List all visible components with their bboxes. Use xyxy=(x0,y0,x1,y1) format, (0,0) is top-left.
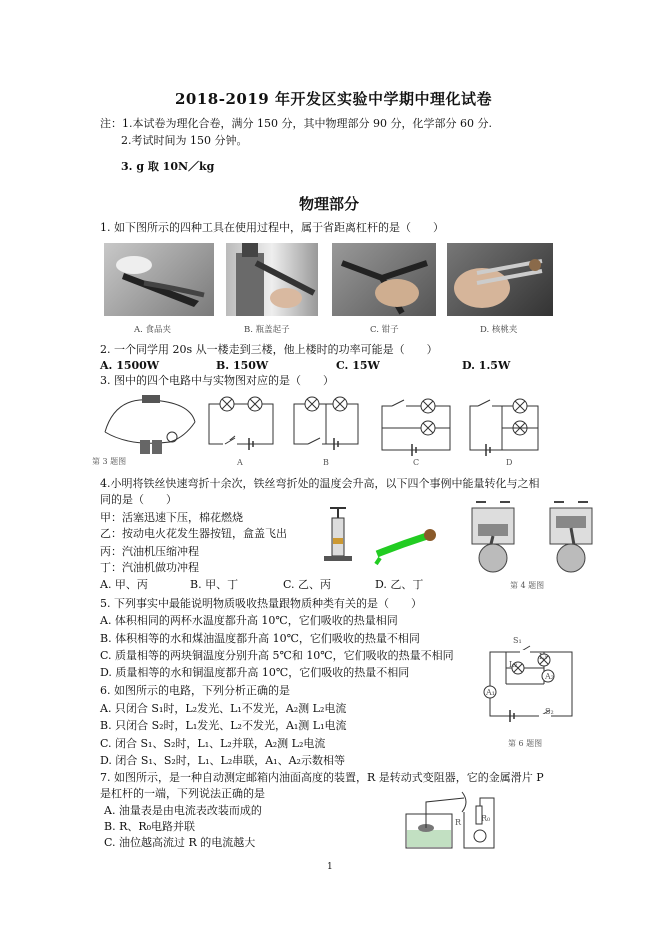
q4-option-c: C. 乙、丙 xyxy=(283,578,332,591)
q3-fig-caption: 第 3 题图 xyxy=(92,457,127,466)
q7-stem-1: 7. 如图所示，是一种自动测定邮箱内油面高度的装置，R 是转动式变阻器，它的金属滑片 P xyxy=(100,771,544,784)
q6-option-d: D. 闭合 S₁、S₂时，L₁、L₂串联，A₁、A₂示数相等 xyxy=(100,754,345,767)
q6-label-a1: A₁ xyxy=(486,688,495,697)
q6-option-b: B. 只闭合 S₂时，L₁发光、L₂不发光，A₁测 L₁电流 xyxy=(100,719,347,732)
q2-option-d: D. 1.5W xyxy=(462,359,511,372)
q6-option-c: C. 闭合 S₁、S₂时，L₁、L₂并联，A₂测 L₂电流 xyxy=(100,737,326,750)
q6-label-l2: L₂ xyxy=(509,660,518,669)
q3-circuit-b xyxy=(290,396,362,452)
q1-photo-b xyxy=(226,243,318,316)
q3-stem: 3. 图中的四个电路中与实物图对应的是（ ） xyxy=(100,374,334,387)
q4-option-d: D. 乙、丁 xyxy=(375,578,424,591)
q2-stem: 2. 一个同学用 20s 从一楼走到三楼，他上楼时的功率可能是（ ） xyxy=(100,343,438,356)
note-3: 3. g 取 10N／kg xyxy=(121,160,215,173)
note-1: 注：1.本试卷为理化合卷，满分 150 分，其中物理部分 90 分，化学部分 60 分. xyxy=(100,117,492,130)
q3-circuit-d xyxy=(466,392,542,454)
q4-item-3: 丙：汽油机压缩冲程 xyxy=(100,545,199,558)
q3-label-b: B xyxy=(323,458,329,467)
q4-fig-jia-piston xyxy=(318,504,358,562)
q5-option-a: A. 体积相同的两杯水温度都升高 10℃，它们吸收的热量相同 xyxy=(100,614,398,627)
q2-option-a: A. 1500W xyxy=(100,359,160,372)
note-2: 2.考试时间为 150 分钟。 xyxy=(121,134,248,147)
q4-item-4: 丁：汽油机做功冲程 xyxy=(100,561,199,574)
q5-option-c: C. 质量相等的两块铜温度分别升高 5℃和 10℃，它们吸收的热量不相同 xyxy=(100,649,454,662)
q1-photo-d xyxy=(447,243,553,316)
q1-photo-c xyxy=(332,243,436,316)
q4-item-1: 甲：活塞迅速下压，棉花燃烧 xyxy=(100,511,243,524)
q3-circuit-c xyxy=(378,392,454,454)
tongs-icon xyxy=(104,243,214,316)
q1-option-d: D. 核桃夹 xyxy=(480,325,518,335)
q2-option-c: C. 15W xyxy=(336,359,380,372)
q4-fig-yi-igniter xyxy=(372,524,442,564)
q6-stem: 6. 如图所示的电路，下列分析正确的是 xyxy=(100,684,290,697)
q6-fig-caption: 第 6 题图 xyxy=(508,739,543,748)
q1-option-a: A. 食品夹 xyxy=(134,325,172,335)
pliers-icon xyxy=(332,243,436,316)
q3-label-a: A xyxy=(237,458,243,467)
q4-stem-1: 4.小明将铁丝快速弯折十余次，铁丝弯折处的温度会升高，以下四个事例中能量转化与之相 xyxy=(100,477,540,490)
q7-label-r: R xyxy=(455,818,462,827)
q1-stem: 1. 如下图所示的四种工具在使用过程中，属于省距离杠杆的是（ ） xyxy=(100,221,444,234)
q6-circuit-figure xyxy=(484,640,576,722)
q5-option-d: D. 质量相等的水和铜温度都升高 10℃，它们吸收的热量不相同 xyxy=(100,666,410,679)
q4-item-2: 乙：按动电火花发生器按钮，盒盖飞出 xyxy=(100,527,287,540)
q7-option-b: B. R、R₀电路并联 xyxy=(104,820,196,833)
q5-stem: 5. 下列事实中最能说明物质吸收热量跟物质种类有关的是（ ） xyxy=(100,597,422,610)
q7-label-r0: R₀ xyxy=(481,814,491,823)
q3-label-d: D xyxy=(506,458,513,467)
section-title: 物理部分 xyxy=(299,195,360,213)
q4-fig-caption: 第 4 题图 xyxy=(510,581,545,590)
q6-label-a2: A₂ xyxy=(545,672,554,681)
q4-option-b: B. 甲、丁 xyxy=(190,578,239,591)
q1-option-c: C. 钳子 xyxy=(370,325,399,335)
q4-stem-2: 同的是（ ） xyxy=(100,493,177,506)
q1-photo-a xyxy=(104,243,214,316)
q6-option-a: A. 只闭合 S₁时，L₂发光、L₁不发光，A₂测 L₂电流 xyxy=(100,702,347,715)
q5-option-b: B. 体积相等的水和煤油温度都升高 10℃，它们吸收的热量不相同 xyxy=(100,632,420,645)
q7-stem-2: 是杠杆的一端，下列说法正确的是 xyxy=(100,787,265,800)
q4-fig-ding-engine xyxy=(540,494,602,576)
q6-label-l1: L₁ xyxy=(539,652,548,661)
q1-option-b: B. 瓶盖起子 xyxy=(244,325,290,335)
q3-physical-circuit xyxy=(100,392,200,454)
q6-label-s2: S₂ xyxy=(545,707,554,716)
q3-label-c: C xyxy=(413,458,420,467)
q4-option-a: A. 甲、丙 xyxy=(100,578,148,591)
q7-option-c: C. 油位越高流过 R 的电流越大 xyxy=(104,836,256,849)
q3-circuit-a xyxy=(205,396,277,452)
q7-option-a: A. 油量表是由电流表改装而成的 xyxy=(104,804,262,817)
q2-option-b: B. 150W xyxy=(216,359,269,372)
q6-label-s1: S₁ xyxy=(513,636,522,645)
page-title: 2018-2019 年开发区实验中学期中理化试卷 xyxy=(175,90,492,108)
bottle-opener-icon xyxy=(226,243,318,316)
page-number: 1 xyxy=(327,862,333,872)
q4-fig-bing-engine xyxy=(462,494,524,576)
nutcracker-icon xyxy=(447,243,553,316)
